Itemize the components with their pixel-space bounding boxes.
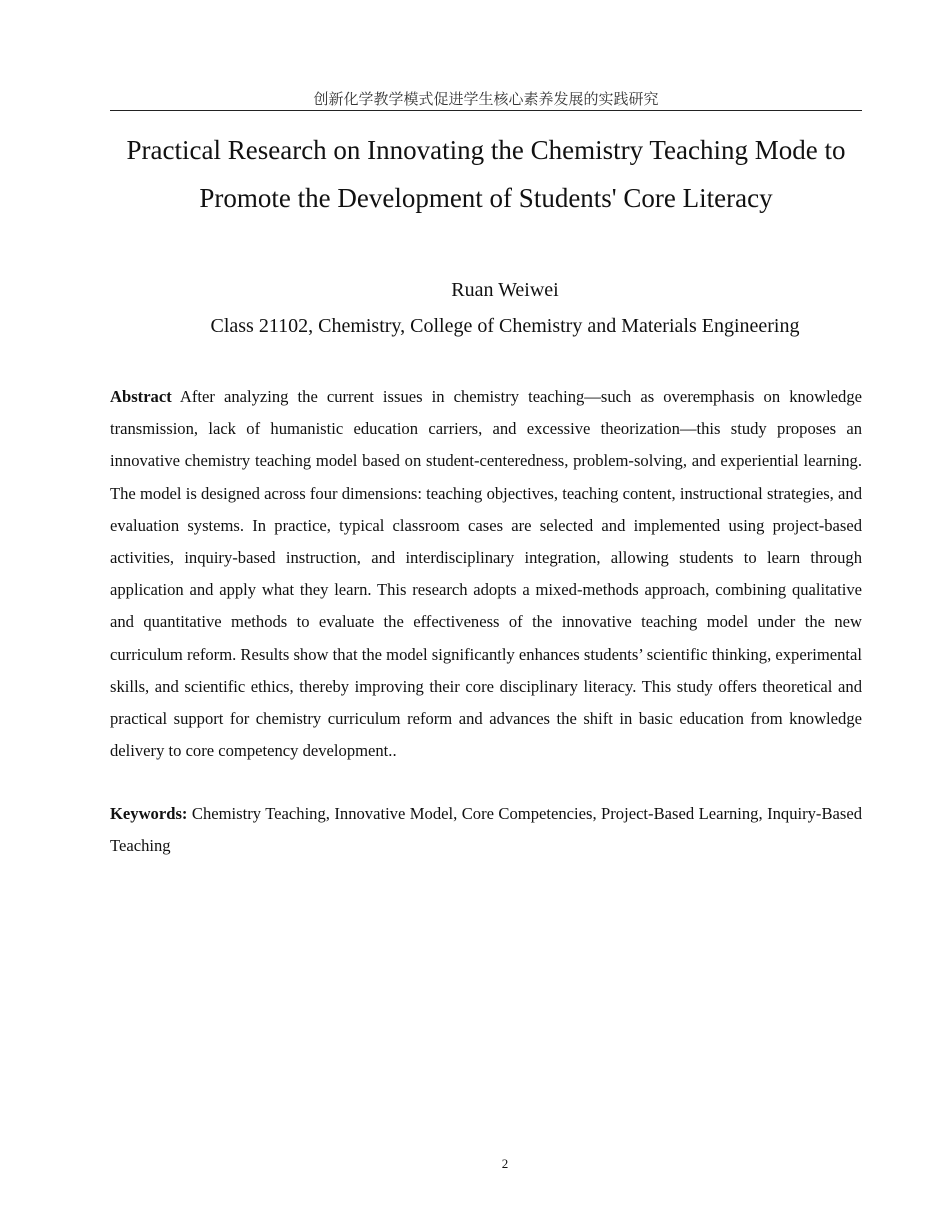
abstract-text: After analyzing the current issues in chemistry teaching—such as overemphasis on knowledge transmission, lack of humanistic education carriers, and excessive theorization—this study proposes an innovative chemistry teaching model based on student-centeredness, problem-solving, and experiential learning. The model is designed across four dimensions: teaching objectives, teaching content, instructional strategies, and evaluation systems. In practice, typical classroom cases are selected and implemented using project-based activities, inquiry-based instruction, and interdisciplinary integration, allowing students to learn through application and apply what they learn. This research adopts a mixed-methods approach, combining qualitative and quantitative methods to evaluate the effectiveness of the innovative teaching model under the new curriculum reform. Results show that the model significantly enhances students’ scientific thinking, experimental skills, and scientific ethics, thereby improving their core disciplinary literacy. This study offers theoretical and practical support for chemistry curriculum reform and advances the shift in basic education from knowledge delivery to core competency development..	[110, 387, 863, 761]
running-header: 创新化学教学模式促进学生核心素养发展的实践研究	[110, 88, 862, 111]
keywords-label: Keywords:	[110, 804, 188, 823]
abstract-label: Abstract	[110, 387, 172, 406]
author-affiliation: Class 21102, Chemistry, College of Chemistry and Materials Engineering	[210, 315, 800, 337]
abstract-paragraph	[110, 381, 862, 767]
page-number: 2	[501, 1156, 509, 1171]
author-name: Ruan Weiwei	[451, 279, 559, 301]
paper-title: Practical Research on Innovating the Chemistry Teaching Mode to Promote the Development of Students' Core Literacy	[126, 135, 846, 213]
keywords-text: Chemistry Teaching, Innovative Model, Core Competencies, Project-Based Learning, Inquiry-Based Teaching	[110, 804, 863, 856]
keywords-paragraph	[110, 798, 862, 862]
